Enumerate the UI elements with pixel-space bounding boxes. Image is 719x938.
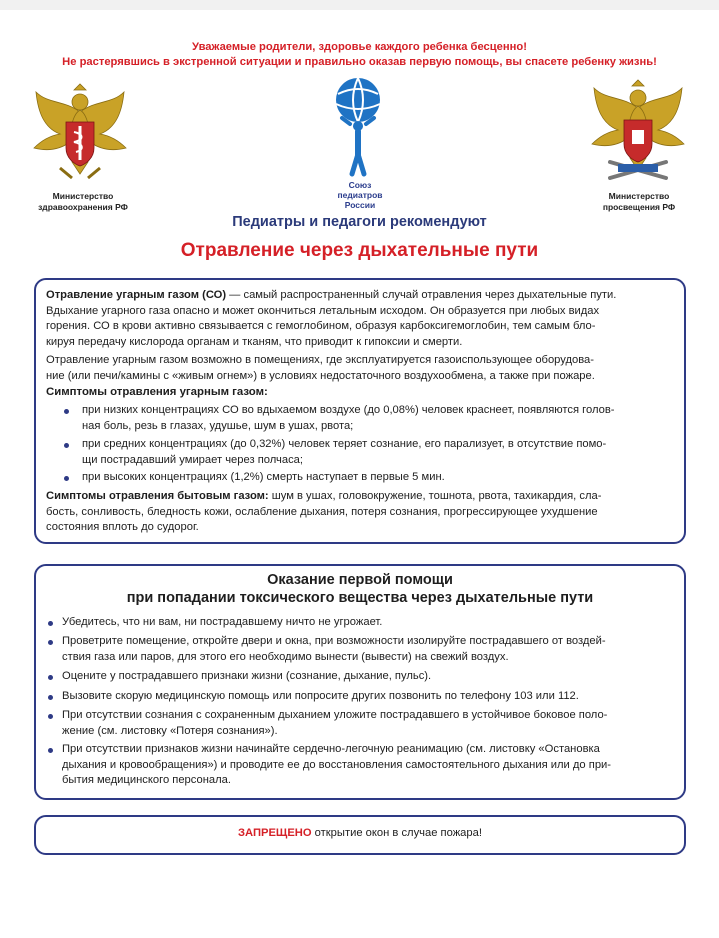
first-aid-title-line-2: при попадании токсического вещества через дыхательные пути: [126, 590, 594, 606]
bullet-dot: [48, 714, 53, 719]
household-line-3: состояния вплоть до судорог.: [46, 521, 199, 534]
bullet-dot: [64, 476, 69, 481]
ministry-health-emblem-icon: [30, 82, 130, 188]
bullet-dot: [48, 675, 53, 680]
intro-bold: Отравление угарным газом (СО): [46, 289, 227, 301]
household-line-1: [46, 489, 676, 505]
intro-text: — самый распространенный случай отравления через дыхательные пути.: [226, 289, 617, 301]
ministry-health-caption-line-1: Министерство: [52, 191, 114, 201]
step-assess: Оцените у пострадавшего признаки жизни (сознание, дыхание, пульс).: [62, 670, 432, 682]
intro-line-1: [46, 288, 676, 304]
symptoms-co-title: Симптомы отравления угарным газом:: [46, 386, 268, 398]
step-cpr-line-1: При отсутствии признаков жизни начинайте сердечно-легочную реанимацию (см. листовку «Остановка: [62, 743, 600, 755]
intro-line-2: Вдыхание угарного газа опасно и может окончиться летальным исходом. Он образуется при любых видах: [46, 304, 600, 317]
bullet-dot: [48, 640, 53, 645]
header-line-1: Уважаемые родители, здоровье каждого ребенка бесценно!: [192, 41, 527, 53]
header-line-2: Не растерявшись в экстренной ситуации и правильно оказав первую помощь, вы спасете ребенку жизнь!: [62, 56, 657, 68]
ministry-health-caption: [28, 191, 138, 213]
ministry-health-caption-line-2: здравоохранения РФ: [38, 202, 128, 212]
bullet-dot: [64, 443, 69, 448]
union-caption: [330, 180, 390, 210]
symptom-low-line-1: при низких концентрациях СО во вдыхаемом воздухе (до 0,08%) человек краснеет, появляются голов-: [82, 404, 615, 416]
ministry-education-emblem-icon: [588, 78, 688, 188]
warning-text: [36, 827, 684, 839]
page-title: Отравление через дыхательные пути: [180, 240, 539, 261]
household-bold: Симптомы отравления бытовым газом:: [46, 490, 269, 502]
header-appeal: [0, 40, 719, 70]
first-aid-box: [34, 564, 686, 800]
para2-line-1: Отравление угарным газом возможно в помещениях, где эксплуатируется газоиспользующее оборудова-: [46, 354, 595, 366]
intro-line-4: кируя передачу кислорода органам и тканям, что приводит к гипоксии и смерти.: [46, 335, 463, 348]
ministry-education-caption: [580, 191, 698, 213]
bullet-dot: [64, 409, 69, 414]
warning-box: [34, 815, 686, 855]
ministry-education-caption-line-2: просвещения РФ: [602, 202, 676, 212]
step-cpr-line-2: дыхания и кровообращения») и проводите ее до восстановления самостоятельного дыхания или до при-: [62, 758, 612, 771]
warning-red: ЗАПРЕЩЕНО: [238, 827, 312, 839]
union-caption-line-1: Союз: [348, 180, 372, 190]
step-ventilate-line-1: Проветрите помещение, откройте двери и окна, при возможности изолируйте пострадавшего от воздей-: [62, 635, 606, 647]
step-safety: Убедитесь, что ни вам, ни пострадавшему ничто не угрожает.: [62, 616, 383, 628]
household-text: шум в ушах, головокружение, тошнота, рвота, тахикардия, сла-: [268, 490, 602, 502]
union-caption-line-2: педиатров: [337, 190, 383, 200]
step-cpr-line-3: бытия медицинского персонала.: [62, 774, 231, 787]
union-caption-line-3: России: [344, 200, 376, 210]
step-ventilate-line-2: ствия газа или паров, для этого его необходимо вынести (вывести) на свежий воздух.: [62, 650, 509, 663]
bullet-dot: [48, 621, 53, 626]
union-pediatricians-logo-icon: [328, 76, 388, 180]
symptom-mid-line-1: при средних концентрациях (до 0,32%) человек теряет сознание, его парализует, в отсутствие помо-: [82, 438, 607, 450]
step-recovery-line-2: жение (см. листовку «Потеря сознания»).: [62, 724, 278, 737]
warning-rest: открытие окон в случае пожара!: [311, 827, 482, 839]
ministry-education-caption-line-1: Министерство: [608, 191, 670, 201]
intro-line-3: горения. СО в крови активно связывается с гемоглобином, образуя карбоксигемоглобин, тем самым бло-: [46, 320, 596, 333]
step-call: Вызовите скорую медицинскую помощь или попросите других позвонить по телефону 103 или 112.: [62, 690, 579, 702]
symptom-low-line-2: ная боль, резь в глазах, удушье, шум в ушах, рвота;: [82, 419, 354, 432]
recommend-heading: Педиатры и педагоги рекомендуют: [232, 214, 487, 230]
bullet-dot: [48, 695, 53, 700]
top-strip: [0, 0, 719, 10]
symptom-mid-line-2: щи пострадавший умирает через полчаса;: [82, 453, 303, 466]
info-box-co-poisoning: [34, 278, 686, 544]
bullet-dot: [48, 748, 53, 753]
first-aid-title-line-1: Оказание первой помощи: [267, 572, 453, 588]
household-line-2: бость, сонливость, бледность кожи, ослабление дыхания, потеря сознания, прогрессирующее ухудшение: [46, 505, 598, 518]
para2-line-2: ние (или печи/камины с «живым огнем») в условиях недостаточного воздухообмена, а также при пожаре.: [46, 369, 595, 382]
step-recovery-line-1: При отсутствии сознания с сохраненным дыханием уложите пострадавшего в устойчивое боковое поло-: [62, 709, 608, 721]
symptom-high-line-1: при высоких концентрациях (1,2%) смерть наступает в первые 5 мин.: [82, 471, 445, 483]
